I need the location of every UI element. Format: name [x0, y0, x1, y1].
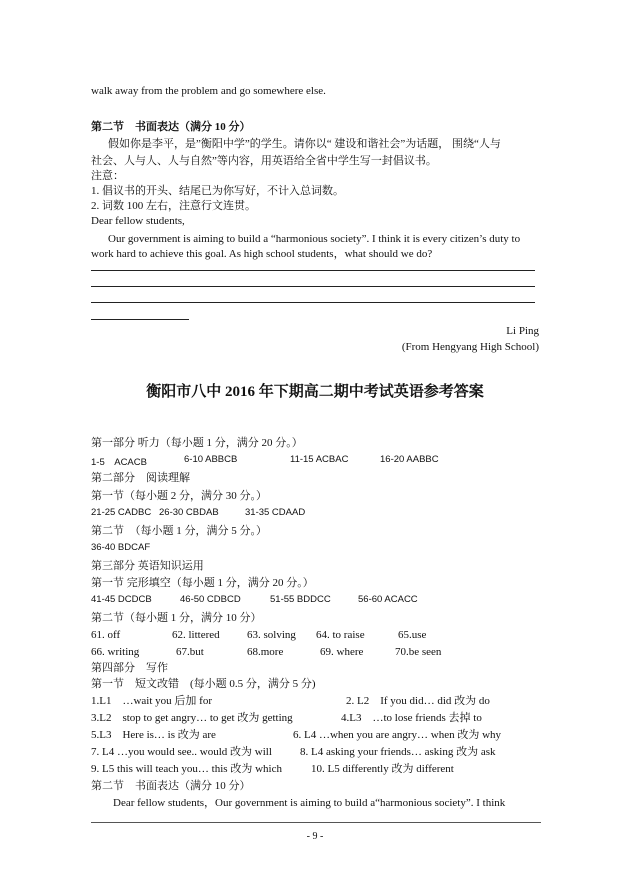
answer-group: 51-55 BDDCC: [270, 594, 331, 605]
correction-item: 1.L1 …wait you 后加 for: [91, 695, 212, 707]
answer-item: 62. littered: [172, 629, 220, 641]
correction-item: 4.L3 …to lose friends 去掉 to: [341, 712, 482, 724]
answer-group: 46-50 CDBCD: [180, 594, 241, 605]
part-heading: 第一部分 听力（每小题 1 分，满分 20 分。）: [91, 437, 303, 449]
answer-group: 21-25 CADBC: [91, 507, 152, 518]
text-line: walk away from the problem and go somewhere else.: [91, 85, 326, 97]
answer-line: [91, 270, 535, 271]
prompt-line: 假如你是李平，是”衡阳中学”的学生。请你以“ 建设和谐社会”为话题， 围绕“人与: [108, 138, 501, 150]
body-text: Our government is aiming to build a “harmonious society”. I think it is every citizen’s duty to: [108, 233, 521, 245]
answer-group: 16-20 AABBC: [380, 454, 439, 465]
answer-item: 61. off: [91, 629, 121, 641]
answer-item: 63. solving: [247, 629, 296, 641]
answer-group: 1-5 ACACB: [91, 457, 147, 468]
section-heading: 第二节 （每小题 1 分，满分 5 分。）: [91, 525, 267, 537]
answer-item: 65.use: [398, 629, 427, 641]
correction-item: 6. L4 …when you are angry… when 改为 why: [293, 729, 502, 741]
part-heading: 第二部分 阅读理解: [91, 472, 190, 484]
answer-group: 31-35 CDAAD: [245, 507, 306, 518]
section-heading: 第二节 书面表达（满分 10 分）: [91, 121, 251, 133]
answer-group: 36-40 BDCAF: [91, 542, 151, 553]
prompt-line: 社会、人与人、人与自然”等内容，用英语给全省中学生写一封倡议书。: [91, 155, 437, 167]
answer-line: [91, 319, 189, 320]
answer-item: 70.be seen: [395, 646, 442, 658]
correction-item: 3.L2 stop to get angry… to get 改为 getting: [91, 712, 293, 724]
answer-line: [91, 286, 535, 287]
answer-group: 56-60 ACACC: [358, 594, 418, 605]
section-heading: 第二节（每小题 1 分，满分 10 分）: [91, 612, 262, 624]
part-heading: 第四部分 写作: [91, 662, 168, 674]
note-label: 注意：: [91, 170, 124, 182]
correction-item: 8. L4 asking your friends… asking 改为 ask: [300, 746, 496, 758]
answer-item: 64. to raise: [316, 629, 365, 641]
answer-item: 66. writing: [91, 646, 140, 658]
answer-group: 6-10 ABBCB: [184, 454, 238, 465]
answer-item: 69. where: [320, 646, 364, 658]
body-text: Dear fellow students，Our government is aiming to build a“harmonious society”. I think: [113, 797, 506, 809]
section-heading: 第一节（每小题 2 分，满分 30 分。）: [91, 490, 267, 502]
correction-item: 10. L5 differently 改为 different: [311, 763, 454, 775]
part-heading: 第三部分 英语知识运用: [91, 560, 204, 572]
note-item: 1. 倡议书的开头、结尾已为你写好，不计入总词数。: [91, 185, 344, 197]
correction-item: 9. L5 this will teach you… this 改为 which: [91, 763, 282, 775]
section-heading: 第二节 书面表达（满分 10 分）: [91, 780, 251, 792]
salutation: Dear fellow students,: [91, 215, 185, 227]
page-number: - 9 -: [306, 831, 324, 842]
answer-item: 67.but: [176, 646, 204, 658]
correction-item: 7. L4 …you would see.. would 改为 will: [91, 746, 272, 758]
signature-name: Li Ping: [506, 325, 539, 337]
footer-rule: [91, 822, 541, 823]
answer-group: 41-45 DCDCB: [91, 594, 152, 605]
page-title: 衡阳市八中 2016 年下期高二期中考试英语参考答案: [146, 384, 484, 400]
body-text: work hard to achieve this goal. As high school students，what should we do?: [91, 248, 433, 260]
correction-item: 5.L3 Here is… is 改为 are: [91, 729, 216, 741]
answer-group: 26-30 CBDAB: [159, 507, 219, 518]
answer-group: 11-15 ACBAC: [290, 454, 349, 465]
correction-item: 2. L2 If you did… did 改为 do: [346, 695, 490, 707]
signature-school: (From Hengyang High School): [401, 341, 539, 353]
section-heading: 第一节 短文改错 (每小题 0.5 分，满分 5 分): [91, 678, 316, 690]
section-heading: 第一节 完形填空（每小题 1 分，满分 20 分。）: [91, 577, 314, 589]
note-item: 2. 词数 100 左右，注意行文连贯。: [91, 200, 256, 212]
answer-line: [91, 302, 535, 303]
answer-item: 68.more: [247, 646, 284, 658]
